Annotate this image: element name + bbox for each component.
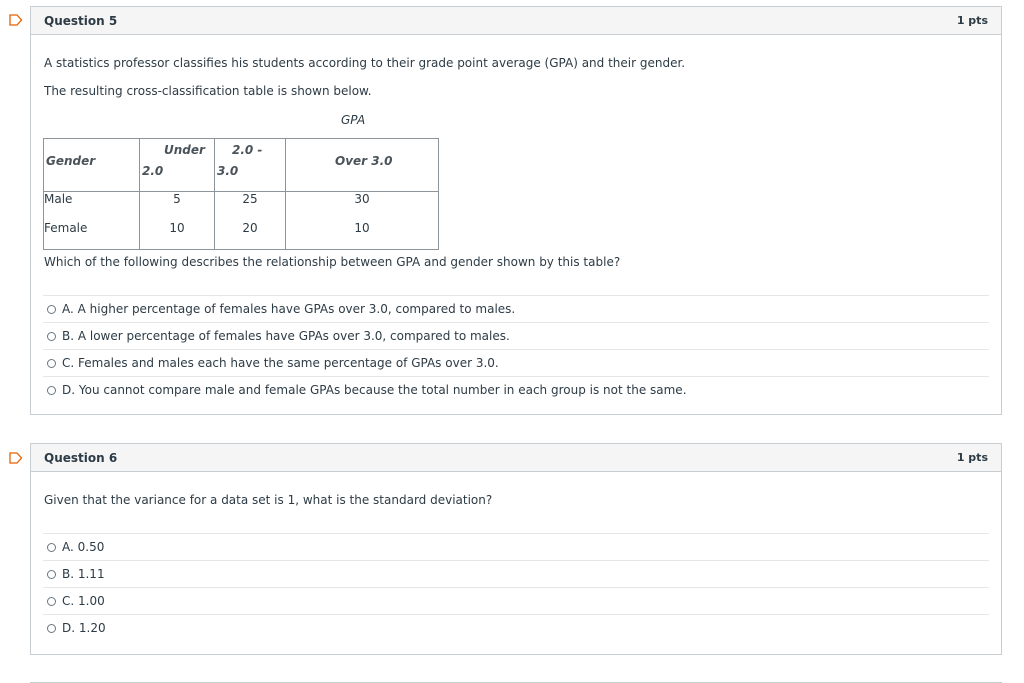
question-prompt: Which of the following describes the relationship between GPA and gender shown by this table? <box>44 255 621 269</box>
radio-button[interactable] <box>47 359 56 368</box>
answer-option[interactable] <box>43 587 989 614</box>
header-under: Under <box>164 143 205 157</box>
answer-option[interactable] <box>43 295 989 322</box>
table-cell: 10 <box>286 221 439 250</box>
header-gender: Gender <box>46 154 96 168</box>
radio-button[interactable] <box>47 624 56 633</box>
header-cell <box>286 139 439 192</box>
table-row <box>44 221 439 250</box>
answer-label: D. 1.20 <box>62 621 106 635</box>
row-label: Male <box>44 192 140 221</box>
question-title: Question 5 <box>44 14 118 28</box>
table-caption: GPA <box>341 113 366 127</box>
table-header-row <box>44 139 439 192</box>
question-points: 1 pts <box>956 14 988 27</box>
header-over: Over 3.0 <box>335 154 393 168</box>
answer-label: A. A higher percentage of females have GPAs over 3.0, compared to males. <box>62 302 516 316</box>
answer-label: C. Females and males each have the same percentage of GPAs over 3.0. <box>62 356 499 370</box>
radio-button[interactable] <box>47 305 56 314</box>
answer-option[interactable] <box>43 560 989 587</box>
question-text: A statistics professor classifies his students according to their grade point average (GPA) and their gender. <box>44 56 686 70</box>
answer-label: B. 1.11 <box>62 567 105 581</box>
radio-button[interactable] <box>47 597 56 606</box>
flag-question-icon[interactable] <box>9 452 23 464</box>
radio-button[interactable] <box>47 570 56 579</box>
question-5 <box>30 6 1002 415</box>
question-text: The resulting cross-classification table is shown below. <box>44 84 372 98</box>
answer-label: C. 1.00 <box>62 594 105 608</box>
table-cell: 30 <box>286 192 439 221</box>
header-cell <box>140 139 215 192</box>
answer-option[interactable] <box>43 349 989 376</box>
row-label: Female <box>44 221 140 250</box>
question-6 <box>30 443 1002 655</box>
table-cell: 10 <box>140 221 215 250</box>
header-range-start: 2.0 - <box>232 143 263 157</box>
question-points: 1 pts <box>956 451 988 464</box>
table-cell: 5 <box>140 192 215 221</box>
answer-label: B. A lower percentage of females have GPAs over 3.0, compared to males. <box>62 329 510 343</box>
answer-list <box>43 295 989 403</box>
flag-question-icon[interactable] <box>9 14 23 26</box>
answer-list <box>43 533 989 641</box>
header-cell <box>215 139 286 192</box>
header-cell <box>44 139 140 192</box>
table-row <box>44 192 439 221</box>
question-title: Question 6 <box>44 451 118 465</box>
radio-button[interactable] <box>47 543 56 552</box>
question-header <box>31 444 1001 472</box>
cross-classification-table <box>43 138 439 250</box>
answer-label: A. 0.50 <box>62 540 105 554</box>
header-range-end: 3.0 <box>217 164 239 178</box>
question-prompt: Given that the variance for a data set is 1, what is the standard deviation? <box>44 493 493 507</box>
answer-label: D. You cannot compare male and female GPAs because the total number in each group is not the same. <box>62 383 687 397</box>
answer-option[interactable] <box>43 614 989 641</box>
table-cell: 20 <box>215 221 286 250</box>
radio-button[interactable] <box>47 332 56 341</box>
table-cell: 25 <box>215 192 286 221</box>
header-under-value: 2.0 <box>142 164 164 178</box>
answer-option[interactable] <box>43 322 989 349</box>
answer-option[interactable] <box>43 376 989 403</box>
radio-button[interactable] <box>47 386 56 395</box>
answer-option[interactable] <box>43 533 989 560</box>
question-header <box>31 7 1001 35</box>
